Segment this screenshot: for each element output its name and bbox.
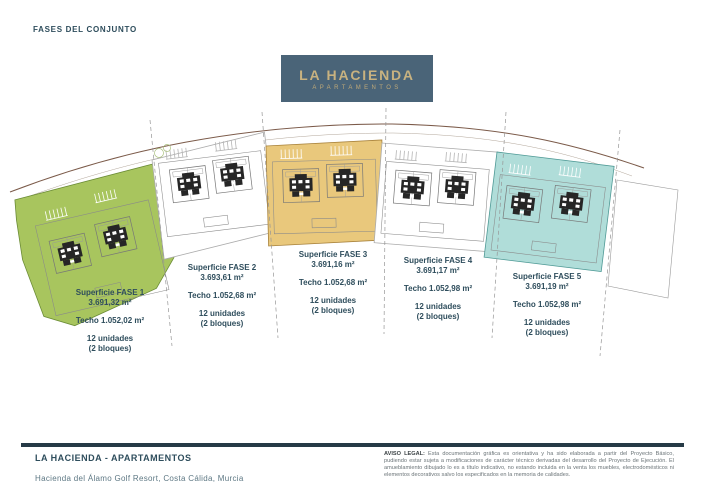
phase-3-region <box>266 140 385 246</box>
phase-blocks: (2 bloques) <box>525 328 569 337</box>
phase-name: Superficie FASE 4 <box>403 256 473 265</box>
legal-disclaimer <box>384 451 674 479</box>
phase-area: 3.691,17 m² <box>416 266 460 275</box>
phase-techo: Techo 1.052,68 m² <box>187 291 257 300</box>
phase-area: 3.693,61 m² <box>200 273 244 282</box>
legal-text: Esta documentación gráfica es orientativa y ha sido elaborada a partir del Proyecto Básico, pudiendo estar sujeta a modificaciones de carácter técnico derivadas del desarrollo del Proyecto de Ejecución. El amueblamiento dibujado lo es a título indicativo, no estando incluida en la venta los muebles, electrodomésticos ni elementos decorativos salvo los especificados en la memoria de calidades. <box>384 451 674 478</box>
phase-5-label <box>482 272 612 338</box>
tree-icon <box>155 149 164 158</box>
phase-techo: Techo 1.052,98 m² <box>403 284 473 293</box>
phase-units: 12 unidades <box>86 334 134 343</box>
phase-units: 12 unidades <box>309 296 357 305</box>
phase-area: 3.691,19 m² <box>525 282 569 291</box>
phase-blocks: (2 bloques) <box>200 319 244 328</box>
brand-subtitle: APARTAMENTOS <box>312 84 402 91</box>
page-title: FASES DEL CONJUNTO <box>33 25 137 34</box>
phase-2-region <box>150 132 278 259</box>
phase-name: Superficie FASE 3 <box>298 250 368 259</box>
footer-location: Hacienda del Álamo Golf Resort, Costa Cálida, Murcia <box>35 474 244 483</box>
phase-name: Superficie FASE 5 <box>512 272 582 281</box>
phase-5-region <box>484 152 614 272</box>
phase-units: 12 unidades <box>198 309 246 318</box>
phase-blocks: (2 bloques) <box>311 306 355 315</box>
phase-4-region <box>374 143 497 252</box>
phase-area: 3.691,16 m² <box>311 260 355 269</box>
legal-label: AVISO LEGAL: <box>384 451 425 457</box>
phase-units: 12 unidades <box>414 302 462 311</box>
future-parcel-outline <box>608 180 678 298</box>
phase-techo: Techo 1.052,02 m² <box>75 316 145 325</box>
phase-area: 3.691,32 m² <box>88 298 132 307</box>
footer-project-title: LA HACIENDA - APARTAMENTOS <box>35 453 192 463</box>
phase-name: Superficie FASE 1 <box>75 288 145 297</box>
phase-blocks: (2 bloques) <box>88 344 132 353</box>
phase-techo: Techo 1.052,98 m² <box>512 300 582 309</box>
phase-techo: Techo 1.052,68 m² <box>298 278 368 287</box>
phase-units: 12 unidades <box>523 318 571 327</box>
phase-1-label <box>45 288 175 354</box>
brand-name: LA HACIENDA <box>299 66 415 83</box>
phase-name: Superficie FASE 2 <box>187 263 257 272</box>
footer-divider-bar <box>21 443 684 447</box>
phase-blocks: (2 bloques) <box>416 312 460 321</box>
